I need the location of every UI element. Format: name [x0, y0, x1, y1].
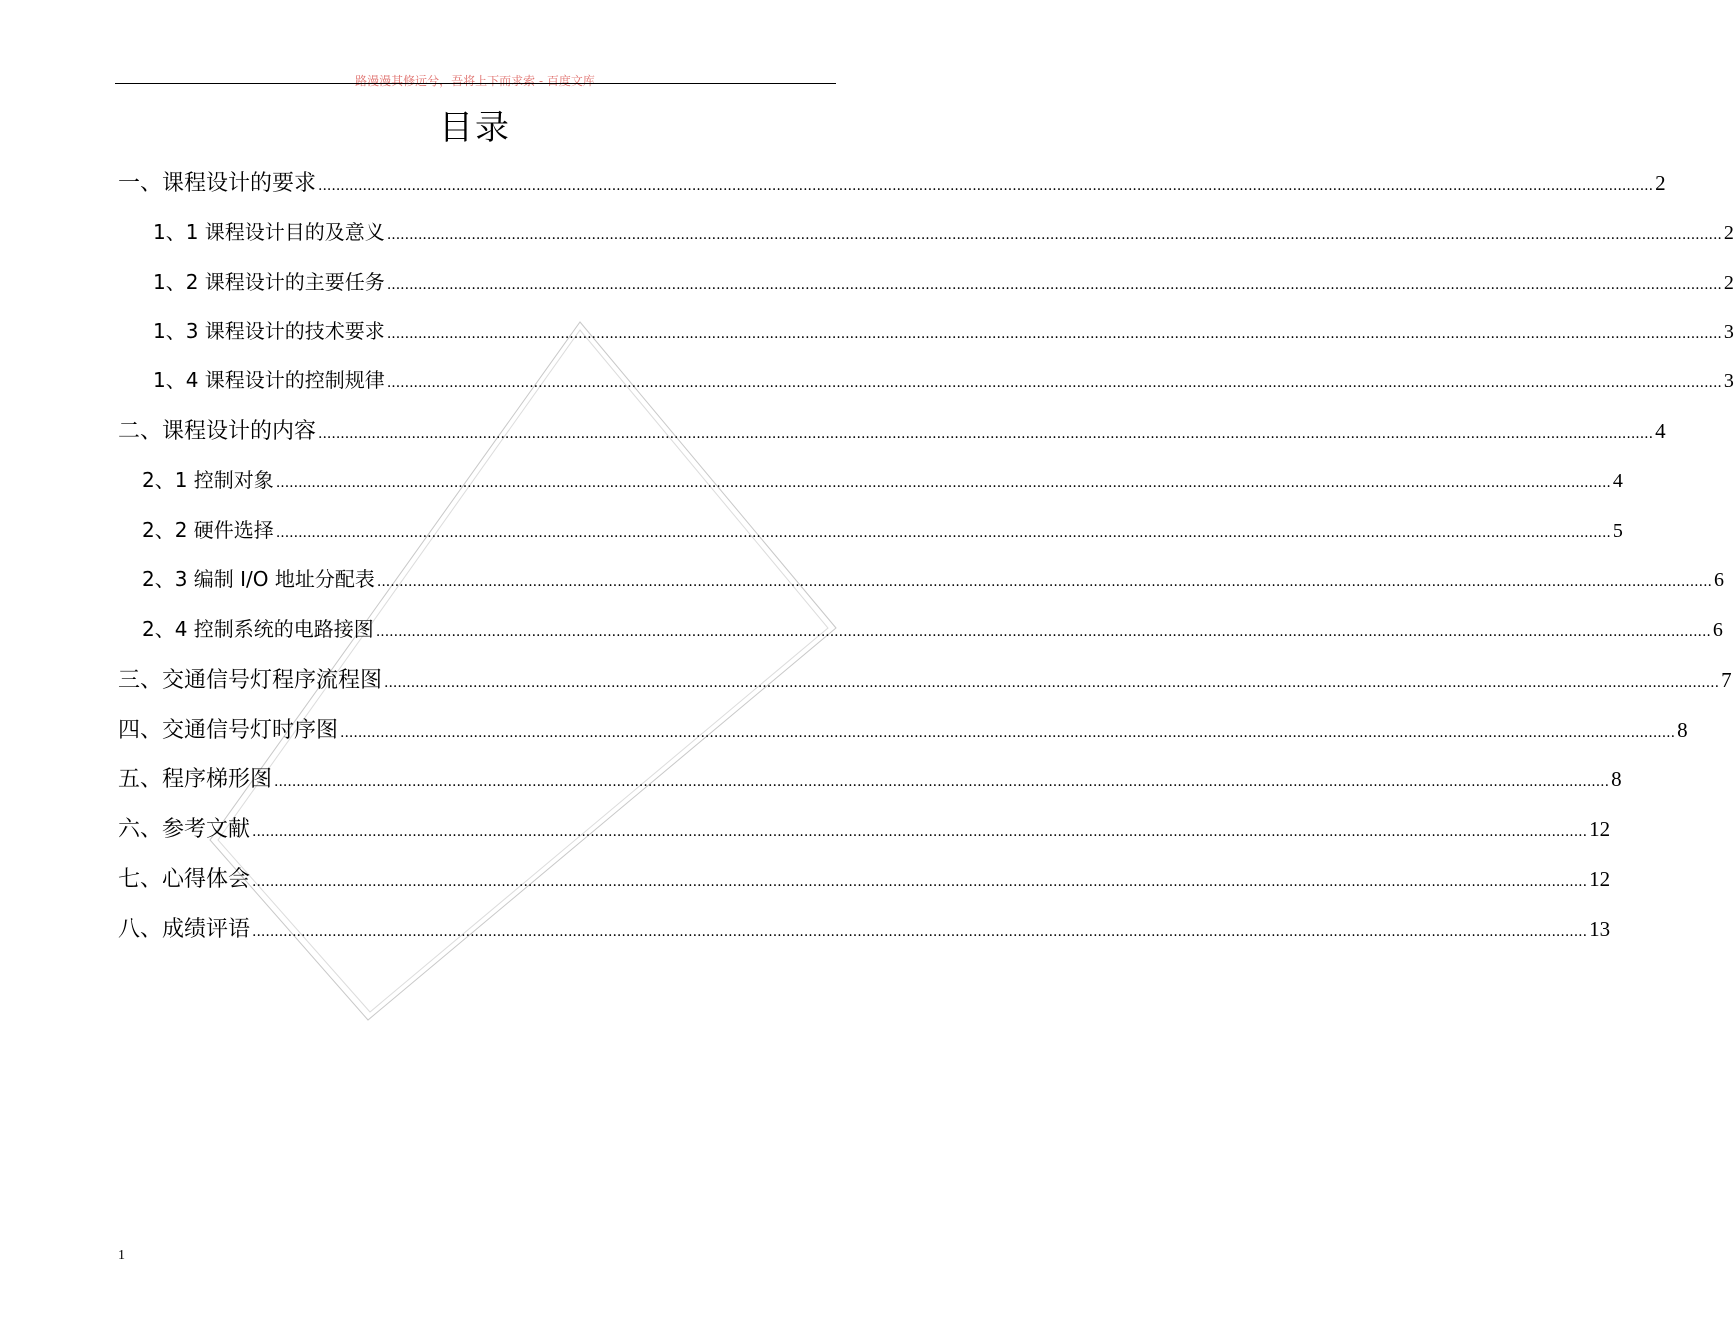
toc-leader-dots: ............................................................................................................................................................................................................................................................................................................: [252, 824, 1588, 840]
toc-item[interactable]: [118, 762, 1622, 796]
toc-item-label: 三、交通信号灯程序流程图: [118, 668, 383, 693]
toc-item-page: 2: [1723, 272, 1734, 294]
page-number: 1: [118, 1248, 125, 1263]
toc-item-label: 六、参考文献: [118, 817, 251, 842]
toc-item-label: 一、课程设计的要求: [118, 171, 317, 196]
toc-leader-dots: ............................................................................................................................................................................................................................................................................................................: [386, 375, 1722, 391]
toc-item[interactable]: [142, 613, 1723, 647]
toc-item-page: 12: [1589, 817, 1611, 841]
toc-item-page: 6: [1713, 569, 1724, 591]
toc-item[interactable]: [142, 514, 1623, 548]
toc-item-label: 2、1 控制对象: [142, 468, 274, 492]
toc-item-page: 8: [1611, 767, 1622, 791]
toc-item[interactable]: [142, 563, 1724, 597]
toc-item[interactable]: [118, 912, 1611, 946]
toc-leader-dots: ............................................................................................................................................................................................................................................................................................................: [275, 525, 1611, 541]
toc-item[interactable]: [118, 812, 1611, 846]
toc-item[interactable]: [118, 414, 1666, 448]
toc-leader-dots: ............................................................................................................................................................................................................................................................................................................: [386, 326, 1722, 342]
toc-leader-dots: ............................................................................................................................................................................................................................................................................................................: [384, 675, 1720, 691]
toc-item-page: 2: [1655, 171, 1666, 195]
toc-item-label: 1、2 课程设计的主要任务: [153, 270, 385, 294]
toc-item[interactable]: [153, 315, 1734, 349]
toc-leader-dots: ............................................................................................................................................................................................................................................................................................................: [376, 574, 1712, 590]
toc-item-label: 1、4 课程设计的控制规律: [153, 368, 385, 392]
toc-item-label: 七、心得体会: [118, 867, 251, 892]
toc-leader-dots: ............................................................................................................................................................................................................................................................................................................: [340, 725, 1676, 741]
toc-item[interactable]: [118, 713, 1688, 747]
toc-item-label: 五、程序梯形图: [118, 767, 273, 792]
toc-item[interactable]: [118, 166, 1666, 200]
toc-item-label: 2、2 硬件选择: [142, 518, 274, 542]
toc-leader-dots: ............................................................................................................................................................................................................................................................................................................: [318, 426, 1654, 442]
toc-item-label: 1、1 课程设计目的及意义: [153, 220, 385, 244]
toc-item-label: 2、3 编制 I/O 地址分配表: [142, 567, 375, 591]
toc-item[interactable]: [153, 216, 1734, 250]
toc-item[interactable]: [142, 464, 1623, 498]
toc-item[interactable]: [153, 266, 1734, 300]
toc-leader-dots: ............................................................................................................................................................................................................................................................................................................: [375, 624, 1711, 640]
toc-item-page: 3: [1723, 321, 1734, 343]
toc-item-label: 四、交通信号灯时序图: [118, 718, 339, 743]
toc-item[interactable]: [118, 663, 1732, 697]
header-rule: [115, 83, 836, 84]
page-title: 目录: [439, 108, 511, 148]
toc-leader-dots: ............................................................................................................................................................................................................................................................................................................: [252, 924, 1588, 940]
toc-item-page: 4: [1612, 470, 1623, 492]
toc-item-page: 5: [1612, 520, 1623, 542]
toc-item-page: 6: [1712, 619, 1723, 641]
toc-leader-dots: ............................................................................................................................................................................................................................................................................................................: [386, 277, 1722, 293]
toc-leader-dots: ............................................................................................................................................................................................................................................................................................................: [318, 178, 1654, 194]
toc-leader-dots: ............................................................................................................................................................................................................................................................................................................: [275, 475, 1611, 491]
page-header-text: 路漫漫其修远兮，吾将上下而求索 - 百度文库: [355, 74, 595, 88]
toc-item-page: 12: [1589, 867, 1611, 891]
toc-item-page: 13: [1589, 917, 1611, 941]
toc-leader-dots: ............................................................................................................................................................................................................................................................................................................: [274, 774, 1610, 790]
toc-item-page: 2: [1723, 222, 1734, 244]
toc-item-label: 二、课程设计的内容: [118, 419, 317, 444]
toc-leader-dots: ............................................................................................................................................................................................................................................................................................................: [386, 227, 1722, 243]
toc-item-label: 1、3 课程设计的技术要求: [153, 319, 385, 343]
toc-leader-dots: ............................................................................................................................................................................................................................................................................................................: [252, 874, 1588, 890]
toc-item[interactable]: [153, 364, 1734, 398]
toc-item-page: 3: [1723, 370, 1734, 392]
toc-item-label: 八、成绩评语: [118, 917, 251, 942]
toc-item[interactable]: [118, 862, 1611, 896]
toc-item-label: 2、4 控制系统的电路接图: [142, 617, 374, 641]
toc-item-page: 7: [1721, 668, 1732, 692]
toc-item-page: 8: [1677, 718, 1688, 742]
toc-item-page: 4: [1655, 419, 1666, 443]
